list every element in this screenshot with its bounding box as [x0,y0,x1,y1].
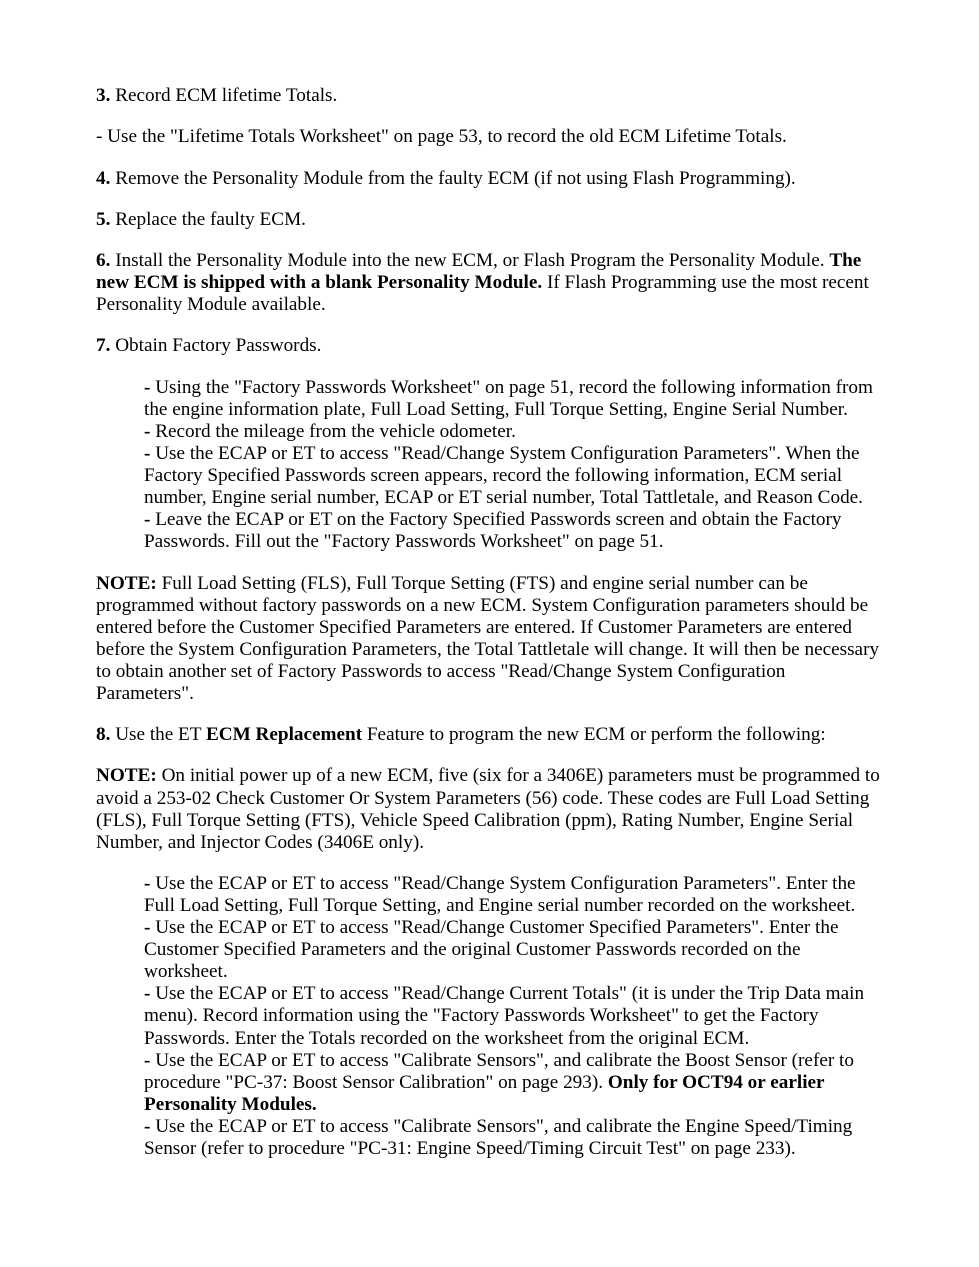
text-line [144,531,939,553]
substep-text: procedure "PC-37: Boost Sensor Calibration" on page 293). [144,1071,604,1093]
bullet-dash: - [144,1049,151,1071]
text-line [144,443,939,465]
substep-text: Passwords. Fill out the "Factory Passwords Worksheet" on page 51. [144,531,664,553]
text-line [96,250,939,272]
note-text: programmed without factory passwords on a new ECM. System Configuration parameters should be [96,594,869,616]
note-text: entered before the Customer Specified Parameters are entered. If Customer Parameters are entered [96,616,852,638]
note-label: NOTE: [96,572,157,594]
bullet-dash: - [144,1115,151,1137]
note-2 [96,765,939,853]
substep-text: Use the ECAP or ET to access "Read/Change Customer Specified Parameters". Enter the [155,917,839,939]
note-text: On initial power up of a new ECM, five (six for a 3406E) parameters must be programmed to [161,765,880,787]
bold-text: new ECM is shipped with a blank Personality Module. [96,272,543,294]
text-line [96,661,939,683]
note-text: to obtain another set of Factory Passwords to access "Read/Change System Configuration [96,660,786,682]
note-text: Number, and Injector Codes (3406E only). [96,831,425,853]
bold-text: ECM Replacement [205,724,363,746]
bold-text: Only for OCT94 or earlier [607,1071,825,1093]
text-line [144,465,939,487]
substep-text: Use the ECAP or ET to access "Calibrate Sensors", and calibrate the Engine Speed/Timing [155,1115,853,1137]
bullet-dash: - [144,376,151,398]
bullet-dash: - [144,442,151,464]
text-line [96,683,939,705]
step-8 [96,724,939,746]
substep-text: Customer Specified Parameters and the original Customer Passwords recorded on the [144,939,801,961]
bullet-dash: - [144,509,151,531]
step-number: 3. [96,85,111,106]
step-number: 5. [96,208,111,230]
text-line [96,294,939,316]
substep-text: Using the "Factory Passwords Worksheet" on page 51, record the following information from [155,376,873,398]
note-text: before the System Configuration Parameters, the Total Tattletale will change. It will then be necessary [96,638,880,660]
step-3 [96,85,939,107]
note-text: (FLS), Full Torque Setting (FTS), Vehicle Speed Calibration (ppm), Rating Number, Engine Serial [96,809,854,831]
substep-text: menu). Record information using the "Factory Passwords Worksheet" to get the Factory [144,1005,819,1027]
step-number: 6. [96,250,111,272]
step-text: Record ECM lifetime Totals. [115,85,338,106]
step-7-substeps [144,377,939,554]
step-detail-text: - Use the "Lifetime Totals Worksheet" on page 53, to record the old ECM Lifetime Totals. [96,126,787,148]
note-label: NOTE: [96,765,157,787]
step-6 [96,250,939,316]
substep-text: Passwords. Enter the Totals recorded on the worksheet from the original ECM. [144,1027,750,1049]
text-line [144,895,939,917]
step-text: If Flash Programming use the most recent [546,272,869,294]
bullet-dash: - [144,420,151,442]
substep-text: Use the ECAP or ET to access "Read/Change System Configuration Parameters". Enter the [155,872,856,894]
text-line [144,917,939,939]
step-7 [96,335,939,357]
step-number: 4. [96,167,111,189]
step-text: Remove the Personality Module from the faulty ECM (if not using Flash Programming). [115,167,796,189]
step-number: 8. [96,724,111,746]
step-5 [96,209,939,231]
bold-text: Personality Modules. [144,1093,317,1115]
text-line [144,509,939,531]
bullet-dash: - [144,917,151,939]
substep-text: Record the mileage from the vehicle odometer. [155,420,516,442]
step-text: Install the Personality Module into the new ECM, or Flash Program the Personality Module. [115,250,825,272]
text-line [144,399,939,421]
text-line [144,961,939,983]
text-line [96,168,939,190]
text-line [96,639,939,661]
step-text: Obtain Factory Passwords. [115,335,322,357]
step-text: Replace the faulty ECM. [115,208,306,230]
step-text: Use the ET [115,724,202,746]
text-line [96,272,939,294]
text-line [96,85,939,107]
step-text: Feature to program the new ECM or perform the following: [366,724,826,746]
text-line [96,126,939,148]
text-line [96,810,939,832]
text-line [144,487,939,509]
text-line [144,983,939,1005]
step-number: 7. [96,335,111,357]
step-3-detail [96,126,939,148]
text-line [144,377,939,399]
note-text: avoid a 253-02 Check Customer Or System Parameters (56) code. These codes are Full Load Setting [96,787,870,809]
text-line [144,1094,939,1116]
note-1 [96,573,939,705]
text-line [96,617,939,639]
text-line [144,1050,939,1072]
step-4 [96,168,939,190]
text-line [96,209,939,231]
substep-text: Use the ECAP or ET to access "Read/Change System Configuration Parameters". When the [155,442,860,464]
bullet-dash: - [144,872,151,894]
text-line [144,1072,939,1094]
substep-text: the engine information plate, Full Load Setting, Full Torque Setting, Engine Serial Number. [144,398,848,420]
text-line [96,335,939,357]
step-text: Personality Module available. [96,294,326,316]
note-text: Full Load Setting (FLS), Full Torque Setting (FTS) and engine serial number can be [161,572,808,594]
text-line [96,724,939,746]
substep-text: Use the ECAP or ET to access "Read/Change Current Totals" (it is under the Trip Data main [155,983,865,1005]
text-line [144,939,939,961]
substep-text: Sensor (refer to procedure "PC-31: Engine Speed/Timing Circuit Test" on page 233). [144,1137,796,1159]
bullet-dash: - [144,983,151,1005]
text-line [96,595,939,617]
substep-text: Full Load Setting, Full Torque Setting, and Engine serial number recorded on the worksheet. [144,895,856,917]
text-line [144,873,939,895]
text-line [96,832,939,854]
substep-text: worksheet. [144,961,228,983]
text-line [96,788,939,810]
text-line [144,1028,939,1050]
note-text: Parameters". [96,682,194,704]
substep-text: number, Engine serial number, ECAP or ET serial number, Total Tattletale, and Reason Code. [144,487,863,509]
substep-text: Leave the ECAP or ET on the Factory Specified Passwords screen and obtain the Factory [155,509,842,531]
text-line [144,1005,939,1027]
substep-text: Use the ECAP or ET to access "Calibrate Sensors", and calibrate the Boost Sensor (refer to [155,1049,854,1071]
text-line [96,765,939,787]
text-line [96,573,939,595]
substep-text: Factory Specified Passwords screen appears, record the following information, ECM serial [144,465,843,487]
step-8-substeps [144,873,939,1160]
bold-text: The [829,250,862,272]
text-line [144,421,939,443]
text-line [144,1116,939,1138]
text-line [144,1138,939,1160]
